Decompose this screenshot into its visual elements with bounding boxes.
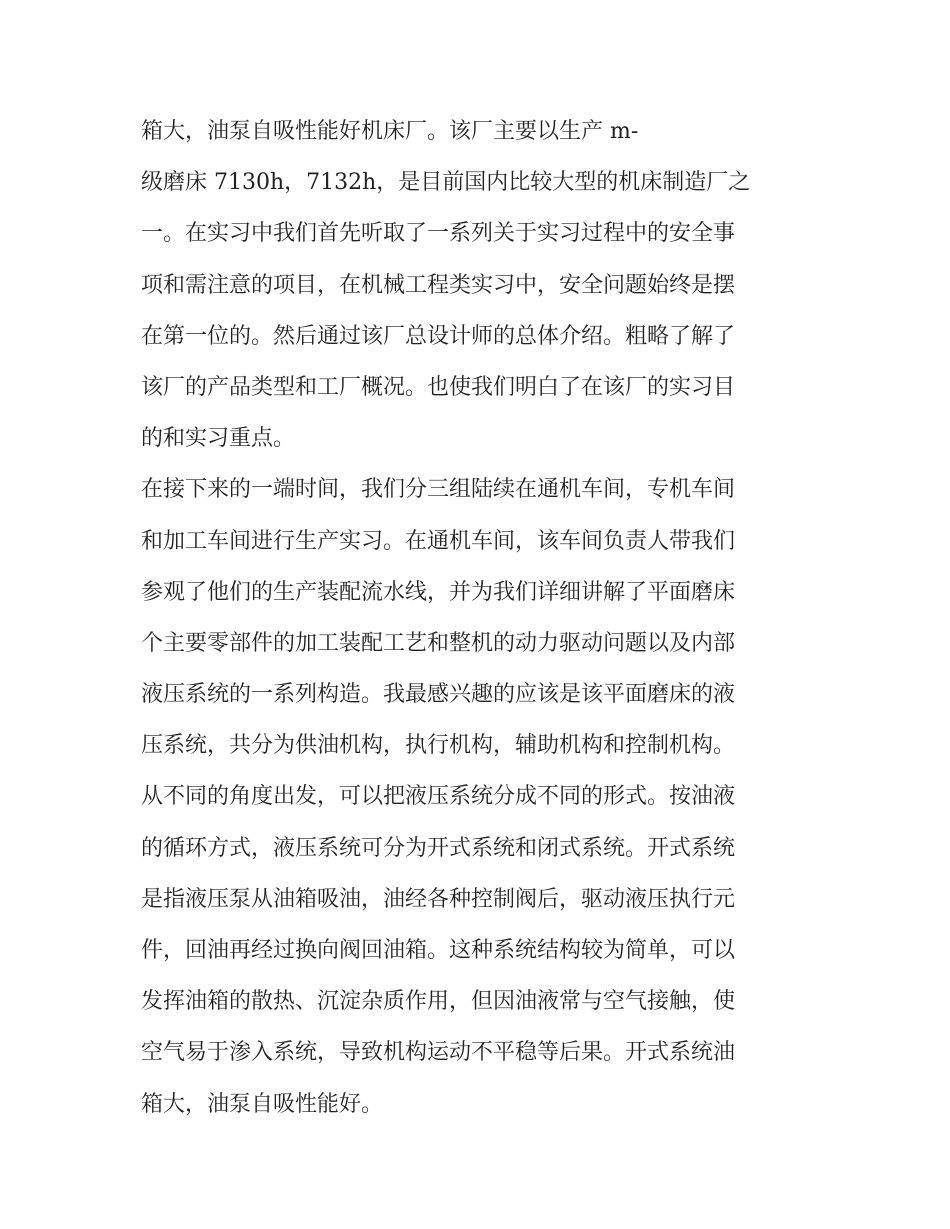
text-line: 件，回油再经过换向阀回油箱。这种系统结构较为简单，可以 — [141, 938, 736, 963]
text-line: 压系统，共分为供油机构，执行机构，辅助机构和控制机构。 — [141, 733, 736, 759]
text-line: 的和实习重点。 — [141, 426, 296, 452]
text-line: 项和需注意的项目，在机械工程类实习中，安全问题始终是摆 — [141, 272, 736, 298]
text-line: 的循环方式，液压系统可分为开式系统和闭式系统。开式系统 — [141, 835, 736, 861]
text-line: 和加工车间进行生产实习。在通机车间，该车间负责人带我们 — [141, 528, 736, 554]
text-line: 箱大，油泵自吸性能好。 — [141, 1091, 384, 1117]
text-line: 液压系统的一系列构造。我最感兴趣的应该是该平面磨床的液 — [141, 682, 736, 708]
body-text — [141, 106, 813, 1130]
text-line: 箱大，油泵自吸性能好机床厂。该厂主要以生产 m- — [141, 119, 639, 144]
text-line: 是指液压泵从油箱吸油，油经各种控制阀后，驱动液压执行元 — [141, 886, 736, 912]
text-line: 一。在实习中我们首先听取了一系列关于实习过程中的安全事 — [141, 221, 736, 247]
text-line: 在第一位的。然后通过该厂总设计师的总体介绍。粗略了解了 — [141, 323, 736, 349]
text-line: 发挥油箱的散热、沉淀杂质作用，但因油液常与空气接触，使 — [141, 989, 736, 1015]
text-line: 在接下来的一端时间，我们分三组陆续在通机车间，专机车间 — [141, 477, 736, 503]
text-line: 级磨床 7130h，7132h，是目前国内比较大型的机床制造厂之 — [141, 170, 751, 196]
text-line: 空气易于渗入系统，导致机构运动不平稳等后果。开式系统油 — [141, 1040, 736, 1066]
text-line: 参观了他们的生产装配流水线，并为我们详细讲解了平面磨床 — [141, 579, 736, 605]
text-line: 该厂的产品类型和工厂概况。也使我们明白了在该厂的实习目 — [141, 374, 736, 400]
text-line: 从不同的角度出发，可以把液压系统分成不同的形式。按油液 — [141, 784, 736, 810]
text-line: 个主要零部件的加工装配工艺和整机的动力驱动问题以及内部 — [141, 630, 736, 656]
